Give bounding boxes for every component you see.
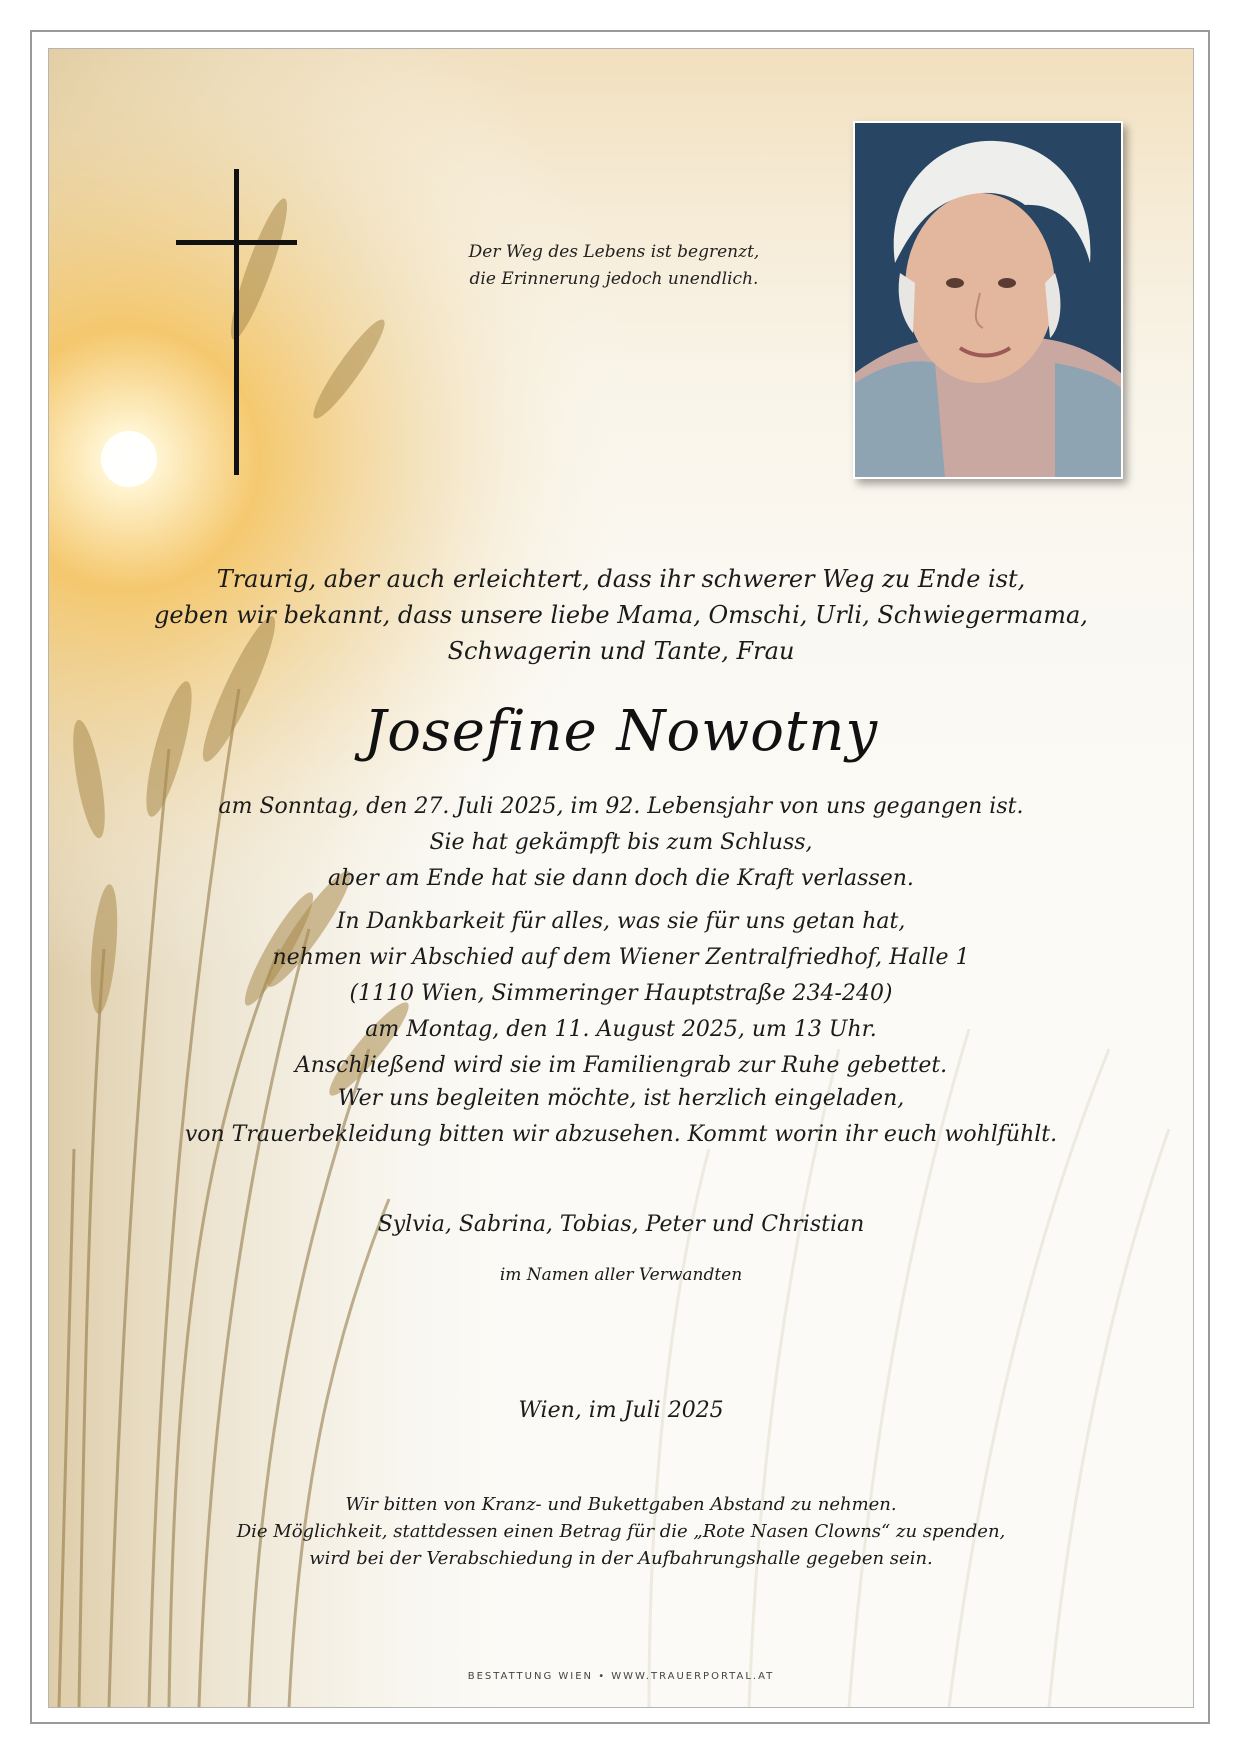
signatories: Sylvia, Sabrina, Tobias, Peter und Christian [377,1212,865,1237]
quote-line: die Erinnerung jedoch unendlich. [469,269,759,289]
announcement-intro [49,561,1193,669]
place-and-date: Wien, im Juli 2025 [518,1398,724,1423]
body-line: am Sonntag, den 27. Juli 2025, im 92. Lebensjahr von uns gegangen ist. [218,794,1024,819]
donation-line: Wir bitten von Kranz- und Bukettgaben Abstand zu nehmen. [345,1494,897,1515]
intro-line: Schwagerin und Tante, Frau [447,637,795,665]
donation-line: wird bei der Verabschiedung in der Aufbahrungshalle gegeben sein. [309,1548,933,1569]
quote-line: Der Weg des Lebens ist begrenzt, [468,242,760,262]
body-line: von Trauerbekleidung bitten wir abzusehen. Kommt worin ihr euch wohlfühlt. [184,1122,1058,1147]
body-line: Anschließend wird sie im Familiengrab zur Ruhe gebettet. [294,1053,948,1078]
funeral-details [49,904,1193,1084]
memorial-quote [449,239,779,293]
obituary-card [48,48,1194,1708]
portrait-image [855,123,1121,477]
donation-line: Die Möglichkeit, stattdessen einen Betrag für die „Rote Nasen Clowns“ zu spenden, [236,1521,1006,1542]
intro-line: Traurig, aber auch erleichtert, dass ihr schwerer Weg zu Ende ist, [216,565,1026,593]
body-line: (1110 Wien, Simmeringer Hauptstraße 234-240) [349,981,893,1006]
body-line: Sie hat gekämpft bis zum Schluss, [429,830,813,855]
death-notice [49,789,1193,897]
intro-line: geben wir bekannt, dass unsere liebe Mama, Omschi, Urli, Schwiegermama, [154,601,1088,629]
invitation-note [49,1081,1193,1153]
donation-note [49,1491,1193,1572]
deceased-name: Josefine Nowotny [363,699,879,764]
publisher-imprint: BESTATTUNG WIEN • WWW.TRAUERPORTAL.AT [467,1671,775,1682]
latin-cross-icon-bar [176,240,297,245]
body-line: aber am Ende hat sie dann doch die Kraft verlassen. [328,866,914,891]
relatives-note: im Namen aller Verwandten [499,1265,743,1285]
body-line: In Dankbarkeit für alles, was sie für uns getan hat, [336,909,906,934]
portrait-photo [853,121,1123,479]
latin-cross-icon [234,169,239,475]
body-line: nehmen wir Abschied auf dem Wiener Zentralfriedhof, Halle 1 [272,945,970,970]
body-line: am Montag, den 11. August 2025, um 13 Uhr. [365,1017,877,1042]
body-line: Wer uns begleiten möchte, ist herzlich eingeladen, [337,1086,905,1111]
